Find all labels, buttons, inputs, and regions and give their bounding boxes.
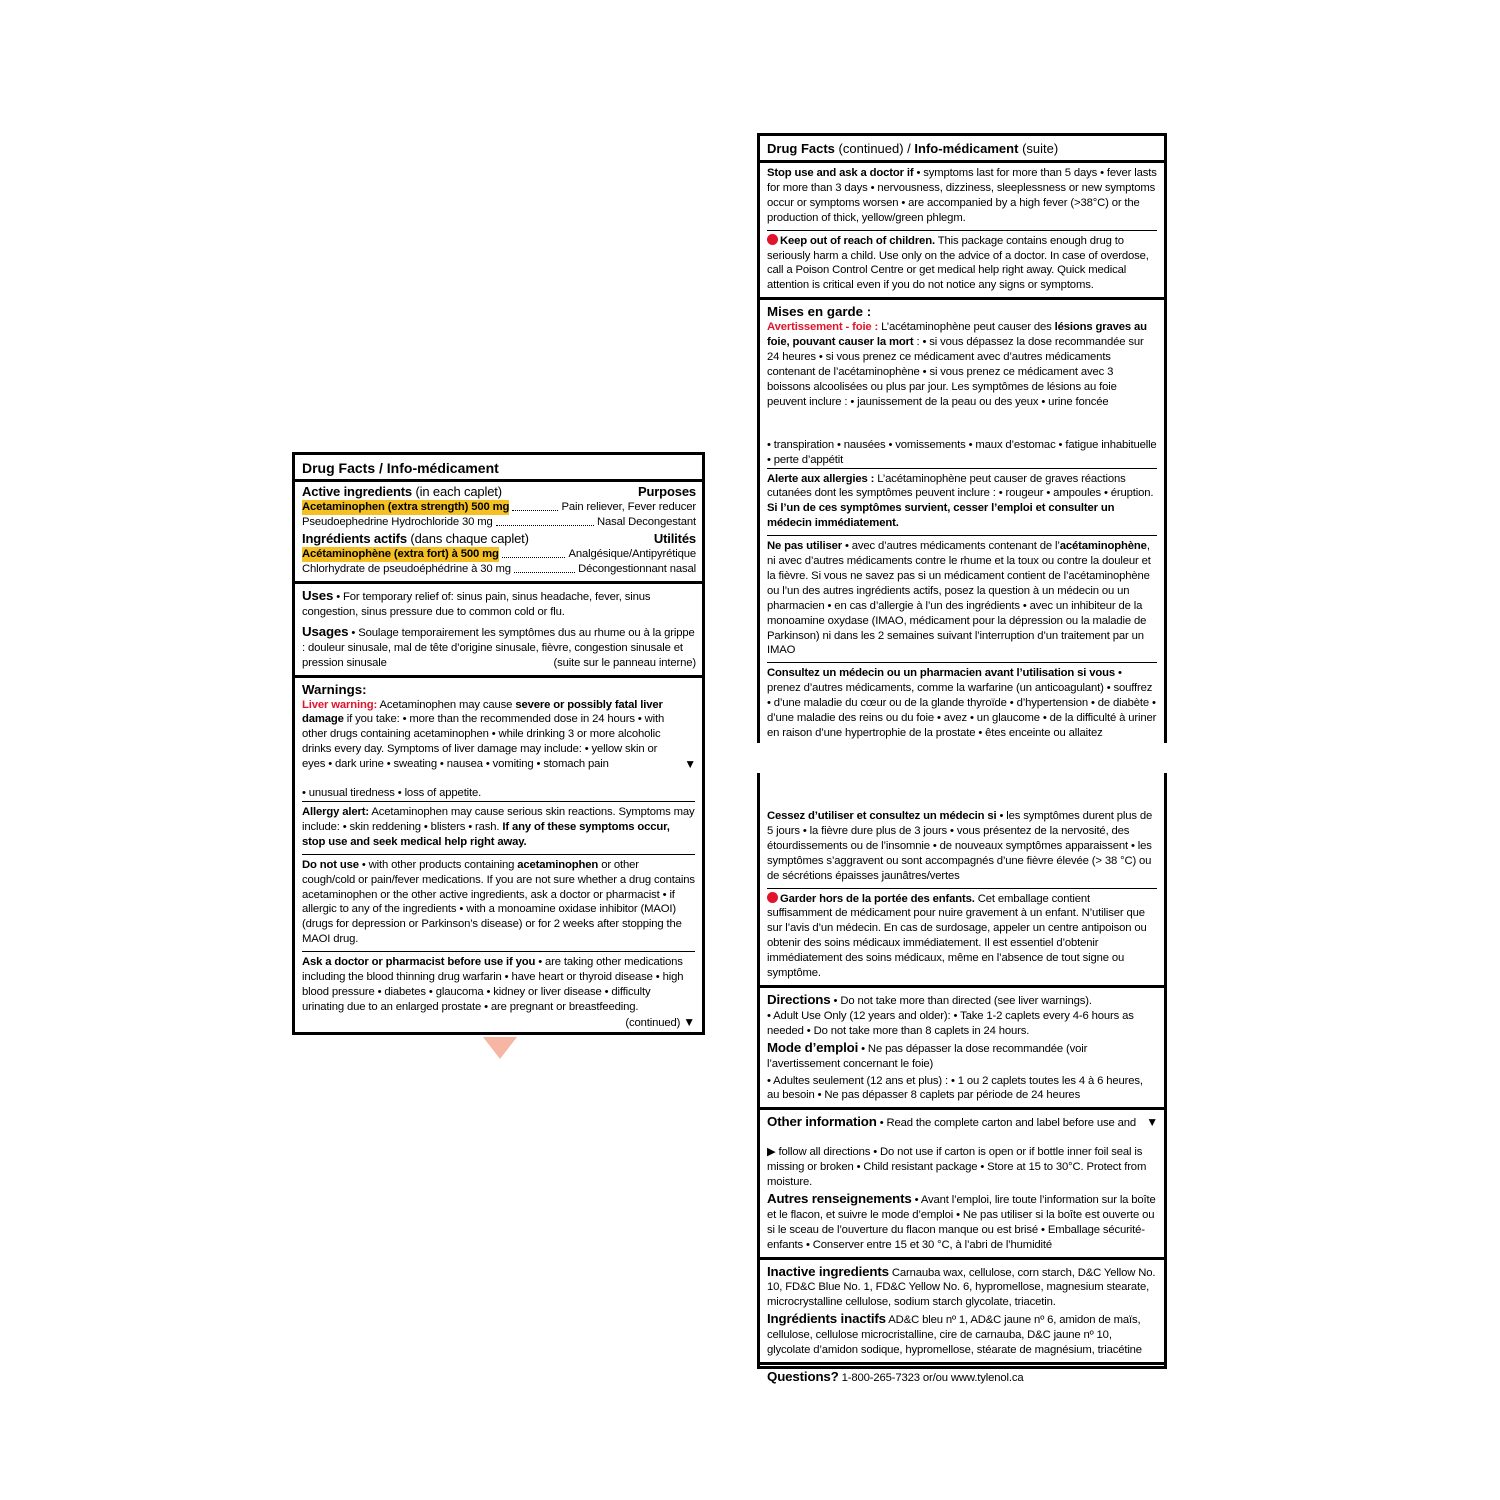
alerte-allergies: Alerte aux allergies : L’acétaminophène peut causer de graves réactions cutanées dont les symptômes peuvent inclure : • rougeur • ampoules • éruption. Si l’un de ces symptômes survient, cesser l’emploi et consulter un médecin immédiatement. <box>767 468 1157 536</box>
allergy-alert: Allergy alert: Acetaminophen may cause serious skin reactions. Symptoms may include: • skin reddening • blisters • rash. If any of these symptoms occur, stop use and seek medical help right away. <box>302 801 695 854</box>
ingredient-row: Pseudoephedrine Hydrochloride 30 mg Nasal Decongestant <box>302 516 696 528</box>
mode-emploi-heading: Mode d’emploi <box>767 1039 859 1055</box>
ingredients-actifs-heading: Ingrédients actifs <box>302 531 407 546</box>
questions-contact: 1-800-265-7323 or/ou www.tylenol.ca <box>841 1372 1024 1384</box>
cessez-section: Cessez d’utiliser et consultez un médecin si • les symptômes durent plus de 5 jours • la fièvre dure plus de 3 jours • vous présentez de la nervosité, des étourdissements ou de l’insomnie • de nouveaux symptômes apparaissent • les symptômes s’aggravent ou sont accompagnés d’une fièvre élevée (> 38 °C) ou de sécrétions épaisses jaunâtres/vertes <box>767 810 1153 882</box>
arrow-down-icon: ▼ <box>1146 1115 1158 1130</box>
directions-section: Directions • Do not take more than directed (see liver warnings). • Adult Use Only (12 years and older): • Take 1-2 caplets every 4-6 hours as needed • Do not take more than 8 caplets in 24 hours. Mode d’emploi • Ne pas dépasser la dose recommandée (voir l’avertissement concernant le foie) • Adultes seulement (12 ans et plus) : • 1 ou 2 caplets toutes les 4 à 6 heures, au besoin • Ne pas dépasser 8 caplets par période de 24 heures <box>760 985 1164 1107</box>
ingredients-inactifs-heading: Ingrédients inactifs <box>767 1311 886 1327</box>
uses-heading: Uses <box>302 588 334 603</box>
questions-section <box>760 1362 1164 1390</box>
continued-title: Drug Facts <box>767 141 835 156</box>
other-information-heading: Other information <box>767 1114 877 1130</box>
mises-en-garde-section: Mises en garde : Avertissement - foie : L’acétaminophène peut causer des lésions graves au foie, pouvant causer la mort : • si vous dépassez la dose recommandée sur 24 heures • si vous prenez ce médicament avec d’autres médicaments contenant de l’acétaminophène • si vous prenez ce médicament avec 3 boissons alcoolisées ou plus par jour. Les symptômes de lésions au foie peuvent inclure : • jaunissement de la peau ou des yeux • urine foncée • transpiration • nausées • vomissements • maux d’estomac • fatigue inhabituelle • perte d’appétit <box>760 297 1164 467</box>
consultez-medecin: Consultez un médecin ou un pharmacien avant l’utilisation si vous • prenez d’autres médicaments, comme la warfarine (un anticoagulant) • souffrez • d’une maladie du cœur ou de la glande thyroïde • d’hypertension • de diabète • d’une maladie des reins ou du foie • avez • un glaucome • de la difficulté à uriner en raison d’une hypertrophie de la prostate • êtes enceinte ou allaitez <box>767 662 1157 745</box>
ne-pas-utiliser: Ne pas utiliser • avec d’autres médicaments contenant de l’acétaminophène, ni avec d’autres médicaments contre le rhume et la toux ou contre la douleur et la fièvre. Si vous ne savez pas si un médicament contient de l’acétaminophène ou l’un des autres ingrédients actifs, posez la question à un médecin ou un pharmacien • en cas d’allergie à l’un des ingrédients • avec un inhibiteur de la monoamine oxydase (IMAO, médicament pour la dépression ou la maladie de Parkinson) ni dans les 2 semaines suivant l’interruption d’un traitement par un IMAO <box>767 535 1157 662</box>
left-title-section <box>295 455 702 479</box>
active-ingredients-section: Active ingredients (in each caplet) Purposes Acetaminophen (extra strength) 500 mg Pain reliever, Fever reducer Pseudoephedrine Hydrochloride 30 mg Nasal Decongestant Ingrédients actifs (dans chaque caplet) Utilités Acétaminophène (extra fort) à 500 mg Analgésique/Antipyrétique Chlorhydrate de pseudoéphédrine à 30 mg Décongestionnant nasal <box>295 479 702 581</box>
other-information-section: Other information • Read the complete carton and label before use and ▼ ▶ follow all directions • Do not use if carton is open or if bottle inner foil seal is missing or broken • Child resistant package • Store at 15 to 30°C. Protect from moisture. Autres renseignements • Avant l’emploi, lire toute l’information sur la boîte et le flacon, et suivre le mode d’emploi • Ne pas utiliser si la boîte est ouverte ou si le sceau de l’ouverture du flacon manque ou est brisé • Emballage sécurité-enfants • Conserver entre 15 et 30 °C, à l’abri de l’humidité <box>760 1107 1164 1256</box>
autres-renseignements-heading: Autres renseignements <box>767 1190 912 1206</box>
drug-facts-panel-right-bottom <box>757 773 1167 1384</box>
red-dot-icon <box>767 892 778 903</box>
usages-heading: Usages <box>302 623 349 639</box>
do-not-use: Do not use • with other products containing acetaminophen or other cough/cold or pain/fever medications. If you are not sure whether a drug contains acetaminophen or the other active ingredients, ask a doctor or pharmacist • if allergic to any of the ingredients • with a monoamine oxidase inhibitor (MAOI) (drugs for depression or Parkinson’s disease) or for 2 weeks after stopping the MAOI drug. <box>302 854 695 951</box>
mises-en-garde-heading: Mises en garde : <box>767 304 872 320</box>
keep-out-of-reach: Keep out of reach of children. This package contains enough drug to seriously harm a child. Use only on the advice of a doctor. In case of overdose, call a Poison Control Centre or get medical help right away. Quick medical attention is critical even if you do not notice any signs or symptoms. <box>767 230 1157 298</box>
drug-facts-panel-left <box>292 452 705 1035</box>
ingredient-row: Acetaminophen (extra strength) 500 mg Pain reliever, Fever reducer <box>302 501 696 513</box>
ingredient-row: Acétaminophène (extra fort) à 500 mg Analgésique/Antipyrétique <box>302 548 696 560</box>
arrow-down-icon: ▼ <box>684 757 696 772</box>
inactive-ingredients-heading: Inactive ingredients <box>767 1263 889 1279</box>
active-ingredients-heading: Active ingredients <box>302 484 412 499</box>
tab-arrow-icon <box>483 1037 517 1059</box>
directions-heading: Directions <box>767 991 831 1007</box>
warnings-heading: Warnings: <box>302 681 367 697</box>
stop-use-section: Stop use and ask a doctor if • symptoms last for more than 5 days • fever lasts for more than 3 days • nervousness, dizziness, sleeplessness or new symptoms occur or symptoms worsen • are accompanied by a high fever (>38°C) or the production of thick, yellow/green phlegm. <box>760 160 1164 230</box>
utilites-heading: Utilités <box>653 531 696 546</box>
red-dot-icon <box>767 234 778 245</box>
questions-heading: Questions? <box>767 1369 839 1384</box>
purposes-heading: Purposes <box>637 484 696 499</box>
arrow-right-icon: ▶ <box>767 1146 776 1159</box>
inactive-ingredients-section: Inactive ingredients Carnauba wax, cellulose, corn starch, D&C Yellow No. 10, FD&C Blue No. 1, FD&C Yellow No. 6, hypromellose, magnesium stearate, microcrystalline cellulose, sodium starch glycolate, triacetin. Ingrédients inactifs AD&C bleu nº 1, AD&C jaune nº 6, amidon de maïs, cellulose, cellulose microcristalline, cire de carnauba, D&C jaune nº 10, glycolate d’amidon sodique, hypromellose, stéarate de magnésium, triacétine <box>760 1257 1164 1362</box>
ask-doctor: Ask a doctor or pharmacist before use if you • are taking other medications including the blood thinning drug warfarin • have heart or thyroid disease • high blood pressure • diabetes • glaucoma • kidney or liver disease • difficulty urinating due to an enlarged prostate • are pregnant or breastfeeding. (continued) ▼ <box>302 951 695 1019</box>
continued-label: (continued) <box>625 1016 681 1029</box>
garder-hors-portee: Garder hors de la portée des enfants. Cet emballage contient suffisamment de médicament pour nuire gravement à un enfant. N’utiliser que sur l’avis d’un médecin. En cas de surdosage, appeler un centre antipoison ou obtenir des soins médicaux immédiatement. Il est essentiel d’obtenir immédiatement des soins médicaux, même en l’absence de tout signe ou symptôme. <box>767 888 1157 985</box>
continued-note: (suite sur le panneau interne) <box>553 656 696 669</box>
uses-section: Uses • For temporary relief of: sinus pain, sinus headache, fever, sinus congestion, sinus pressure due to common cold or flu. Usages • Soulage temporairement les symptômes dus au rhume ou à la grippe : douleur sinusale, mal de tête d’origine sinusale, fièvre, congestion sinusale et pression sinusale (suite sur le panneau interne) <box>295 581 702 675</box>
drug-facts-panel-right-top <box>757 133 1167 743</box>
arrow-down-icon: ▼ <box>683 1014 695 1029</box>
right-title-section: Drug Facts (continued) / Info-médicament (suite) <box>767 141 1059 156</box>
warnings-section: Warnings: Liver warning: Acetaminophen may cause severe or possibly fatal liver damage if you take: • more than the recommended dose in 24 hours • with other drugs containing acetaminophen • while drinking 3 or more alcoholic drinks every day. Symptoms of liver damage may include: • yellow skin or eyes • dark urine • sweating • nausea • vomiting • stomach pain ▼ • unusual tiredness • loss of appetite. <box>295 675 702 801</box>
ingredient-row: Chlorhydrate de pseudoéphédrine à 30 mg Décongestionnant nasal <box>302 563 696 575</box>
left-panel-title: Drug Facts / Info-médicament <box>302 460 499 476</box>
